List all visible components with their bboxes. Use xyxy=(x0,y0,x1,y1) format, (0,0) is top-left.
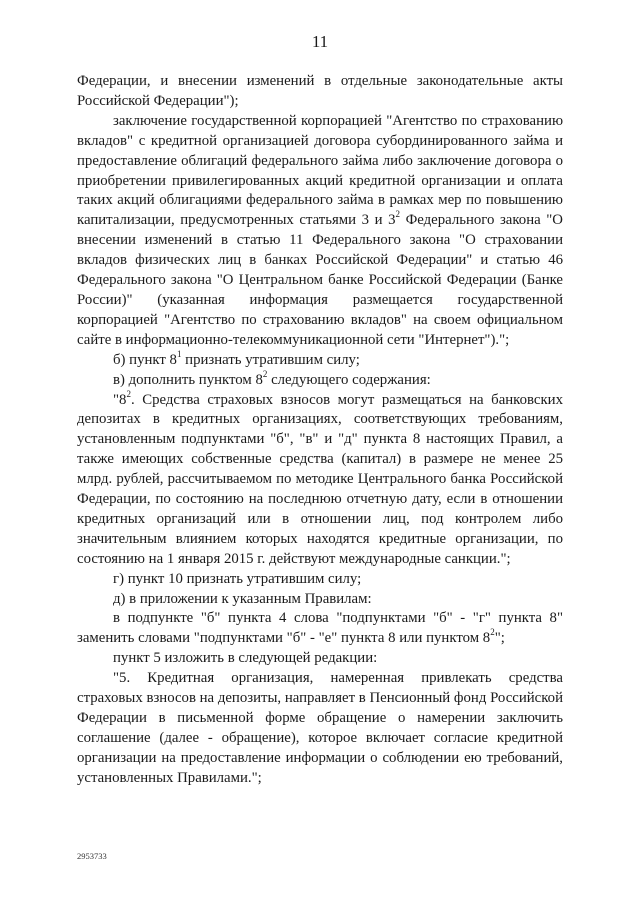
paragraph-text: . Средства страховых взносов могут размещаться на банковских депозитах в кредитных организациях, соответствующих требованиям, установленным подпунктами "б", "в" и "д" пункта 8 настоящих Правил, а также имеющих собственные средства (капитал) в размере не менее 25 млрд. рублей, рассчитываемом по методике Центрального банка Российской Федерации, по состоянию на последнюю отчетную дату, если в отношении кредитных организаций или в отношении лиц, под контролем либо значительным влиянием которых находятся кредитные организации, по состоянию на 1 января 2015 г. действуют международные санкции."; xyxy=(77,391,563,567)
document-body xyxy=(77,72,563,789)
paragraph-text: заключение государственной корпорацией "Агентство по страхованию вкладов" с кредитной организацией договора субординированного займа и предоставление облигаций федерального займа либо заключение договора о приобретении привилегированных акций кредитной организации и оплата таких акций облигациями федерального займа в рамках мер по повышению капитализации, предусмотренных статьями 3 и 3 xyxy=(77,112,563,229)
superscript: 2 xyxy=(490,627,495,638)
paragraph-item-g: г) пункт 10 признать утратившим силу; xyxy=(113,570,362,587)
paragraph-capitalization-measures xyxy=(77,112,563,351)
paragraph-item-v xyxy=(77,368,563,391)
paragraph-text: признать утратившим силу; xyxy=(181,351,360,368)
paragraph-point-5-text: "5. Кредитная организация, намеренная привлекать средства страховых взносов на депозиты, направляет в Пенсионный фонд Российской Федерации в письменной форме обращение о намерении заключить соглашение (далее - обращение), которое включает согласие кредитной организации на предоставление информации о соблюдении ею требований, установленных Правилами."; xyxy=(77,670,563,786)
paragraph-text: следующего содержания: xyxy=(267,371,431,388)
paragraph-continuation: Федерации, и внесении изменений в отдельные законодательные акты Российской Федерации"); xyxy=(77,73,563,109)
paragraph-point-5-intro: пункт 5 изложить в следующей редакции: xyxy=(113,650,378,667)
paragraph-text: в) дополнить пунктом 8 xyxy=(113,371,263,388)
paragraph-text: Федерального закона "О внесении изменений в статью 11 Федерального закона "О страховании вкладов физических лиц в банках Российской Федерации" и статью 46 Федерального закона "О Центральном банке Российской Федерации (Банке России)" (указанная информация размещается государственной корпорацией "Агентство по страхованию вкладов" на своем официальном сайте в информационно-телекоммуникационной сети "Интернет")."; xyxy=(77,212,563,348)
paragraph-text: б) пункт 8 xyxy=(113,351,177,368)
paragraph-text: "8 xyxy=(113,391,127,408)
paragraph-point-8-2 xyxy=(77,388,563,570)
superscript: 2 xyxy=(395,209,401,220)
paragraph-text: "; xyxy=(494,630,505,647)
paragraph-text: в подпункте "б" пункта 4 слова "подпунктами "б" - "г" пункта 8" заменить словами "подпунктами "б" - "е" пункта 8 или пунктом 8 xyxy=(77,610,563,647)
paragraph-item-b xyxy=(77,348,563,371)
superscript: 2 xyxy=(262,368,268,379)
paragraph-item-d: д) в приложении к указанным Правилам: xyxy=(113,590,372,607)
page-number: 11 xyxy=(311,32,329,51)
paragraph-subitem-b-point-4 xyxy=(77,609,563,649)
document-code: 2953733 xyxy=(77,851,107,861)
superscript: 1 xyxy=(176,348,182,359)
superscript: 2 xyxy=(126,388,131,399)
